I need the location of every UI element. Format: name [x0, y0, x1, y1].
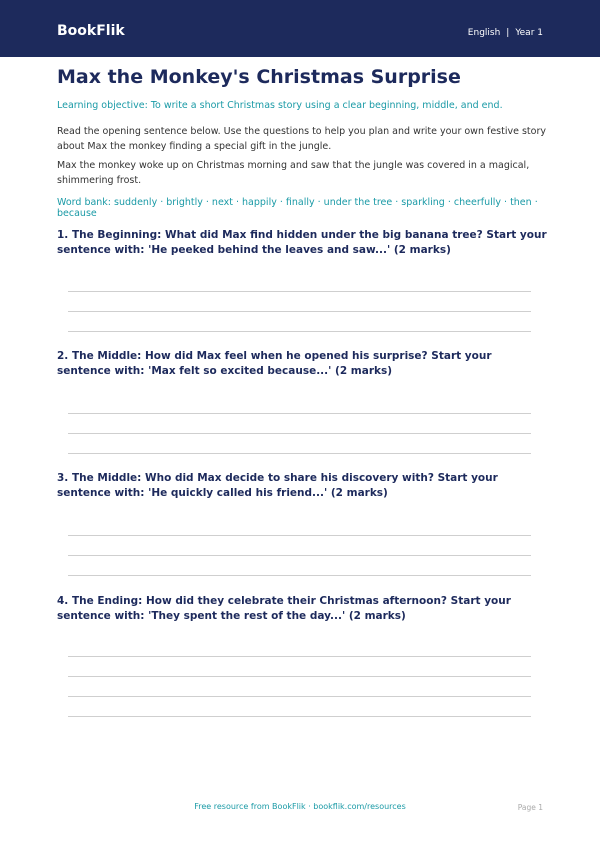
answer-line[interactable]	[68, 656, 531, 657]
answer-line[interactable]	[68, 291, 531, 292]
answer-line[interactable]	[68, 331, 531, 332]
subject-label: English	[467, 28, 501, 38]
instructions: Read the opening sentence below. Use the questions to help you plan and write your own festive story about Max the monkey finding a special gift in the jungle.	[57, 126, 546, 152]
year-label: Year 1	[515, 28, 543, 38]
word-bank: Word bank: suddenly · brightly · next · happily · finally · under the tree · sparkling · cheerfully · then · because	[57, 197, 538, 219]
header-bar	[0, 0, 600, 57]
answer-line[interactable]	[68, 311, 531, 312]
opening-sentence: Max the monkey woke up on Christmas morning and saw that the jungle was covered in a magical, shimmering frost.	[57, 160, 530, 186]
page-title: Max the Monkey's Christmas Surprise	[57, 66, 461, 88]
subject-year	[468, 28, 543, 38]
answer-line[interactable]	[68, 575, 531, 576]
answer-line[interactable]	[68, 696, 531, 697]
question-2: 2. The Middle: How did Max feel when he opened his surprise? Start your sentence with: 'Max felt so excited because...' (2 marks)	[57, 350, 492, 377]
question-1: 1. The Beginning: What did Max find hidden under the big banana tree? Start your sentence with: 'He peeked behind the leaves and saw...' (2 marks)	[57, 229, 547, 256]
meta-separator: |	[506, 28, 510, 38]
answer-line[interactable]	[68, 716, 531, 717]
question-3: 3. The Middle: Who did Max decide to share his discovery with? Start your sentence with: 'He quickly called his friend...' (2 marks)	[57, 472, 498, 499]
brand-logo: BookFlik	[57, 23, 125, 39]
answer-line[interactable]	[68, 676, 531, 677]
answer-line[interactable]	[68, 433, 531, 434]
page-number: Page 1	[517, 803, 543, 812]
footer-text: Free resource from BookFlik · bookflik.com/resources	[194, 802, 406, 811]
question-4: 4. The Ending: How did they celebrate their Christmas afternoon? Start your sentence with: 'They spent the rest of the day...' (2 marks)	[57, 595, 511, 622]
learning-objective: Learning objective: To write a short Christmas story using a clear beginning, middle, and end.	[57, 100, 503, 111]
answer-line[interactable]	[68, 535, 531, 536]
answer-line[interactable]	[68, 413, 531, 414]
answer-line[interactable]	[68, 453, 531, 454]
answer-line[interactable]	[68, 555, 531, 556]
